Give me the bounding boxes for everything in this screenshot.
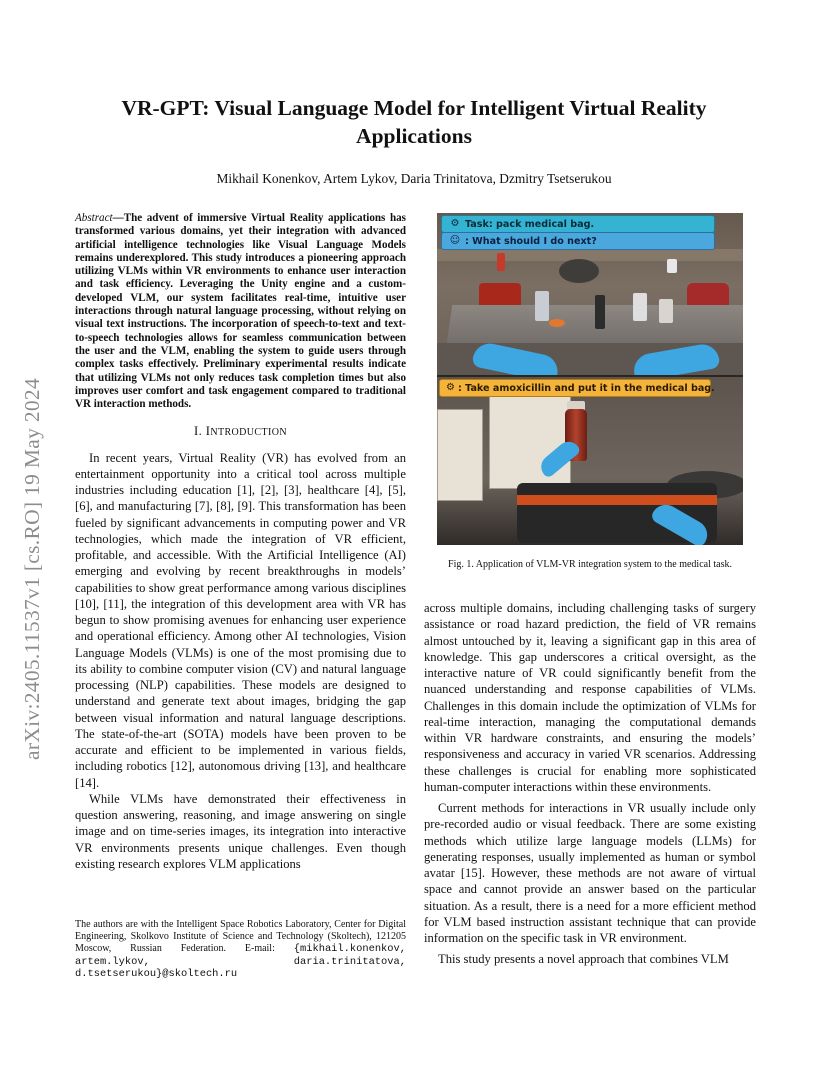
side-poster xyxy=(437,409,483,501)
answer-label: : Take amoxicillin and put it in the medical bag. xyxy=(457,382,715,394)
white-jar xyxy=(633,293,647,321)
question-bar xyxy=(441,232,715,250)
paper-title xyxy=(70,94,758,150)
robot-icon: ⚙ xyxy=(450,218,460,229)
tray-lid xyxy=(559,259,599,283)
task-label: Task: pack medical bag. xyxy=(465,218,595,230)
anatomy-poster xyxy=(489,391,571,489)
affiliation-footnote xyxy=(75,919,406,980)
section-number: I. xyxy=(194,424,206,439)
right-paragraph-1: across multiple domains, including challenging tasks of surgery assistance or road hazard prediction, the field of VR remains almost untouched by it, leaving a significant gap in this area of knowledge. This gap underscores a critical oversight, as the interactive nature of VR could significantly benefit from the nuanced understanding and response capabilities of VLMs. Challenges in this domain include the optimization of VLMs for real-time interaction, managing the computational demands within VR hardware constraints, and ensuring the models’ responsiveness and accuracy in varied VR scenarios. Addressing these challenges is crucial for enabling more sophisticated human-computer interactions within these environments. xyxy=(424,601,756,794)
white-tub xyxy=(659,299,673,323)
section-title-initial: I xyxy=(205,424,211,439)
white-bottle xyxy=(667,259,677,273)
abstract-label: Abstract xyxy=(75,212,113,224)
right-paragraph-3: This study presents a novel approach that combines VLM xyxy=(438,952,729,967)
dark-bottle xyxy=(595,295,605,329)
question-label: : What should I do next? xyxy=(465,235,597,247)
answer-bar xyxy=(439,379,715,397)
figure-caption: Fig. 1. Application of VLM-VR integration system to the medical task. xyxy=(448,559,732,570)
footnote-emails: {mikhail.konenkov, artem.lykov, daria.trinitatova, d.tsetserukou}@skoltech.ru xyxy=(75,943,407,980)
abstract xyxy=(75,212,406,411)
title-line-1: VR-GPT: Visual Language Model for Intelligent Virtual Reality xyxy=(121,96,707,120)
figure-vr-scene xyxy=(437,213,743,545)
right-paragraph-2: Current methods for interactions in VR usually include only pre-recorded audio or visual feedback. There are some existing methods which utilize large language models (LLMs) for generating responses, usually implemented as human or symbol avatar [15]. However, these methods are not aware of virtual space and cannot provide an answer based on the particular situation. As a result, there is a need for a more efficient method for VLM based instruction assistant technique that can provide information on the specific task in VR environment. xyxy=(424,801,756,945)
vr-scene-top-panel xyxy=(437,213,743,377)
section-title-rest: NTRODUCTION xyxy=(210,427,287,439)
section-heading-introduction xyxy=(75,423,406,441)
orange-dish xyxy=(549,319,565,327)
arxiv-identifier: arXiv:2405.11537v1 [cs.RO] 19 May 2024 xyxy=(20,377,44,760)
user-icon: ☺ xyxy=(449,235,461,246)
title-line-2: Applications xyxy=(356,124,472,148)
back-shelf xyxy=(437,249,743,261)
right-column xyxy=(424,600,756,968)
red-bottle xyxy=(497,253,505,271)
intro-paragraph-1: In recent years, Virtual Reality (VR) has evolved from an entertainment opportunity into a critical tool across multiple industries including education [1], [2], [3], healthcare [4], [5], [6], and manufacturing [7], [8], [9]. This transformation has been fueled by significant advancements in computing power and VR technologies, which made the integration of VR efficient, profitable, and accessible. With the Artificial Intelligence (AI) emerging and evolving by recent breakthroughs in models’ capabilities to show great performance among various disciplines [10], [11], the integration of this development area with VR has begun to show promising avenues for enhancing user experience and operational efficiency. Among other AI technologies, Vision Language Models (VLMs) is one of the most promising due to its ability to combine computer vision (CV) and natural language processing (NLP) capabilities. These models are designed to understand and generate text about images, bridging the gap between visual information and natural language descriptions. The state-of-the-art (SOTA) models have been proven to be accurate and efficient to be implemented in various fields, including robotics [12], autonomous driving [13], and healthcare [14]. xyxy=(75,450,406,790)
intro-paragraph-2: While VLMs have demonstrated their effectiveness in question answering, reasoning, and image answering on single image and on time-series images, its integration into interactive VR environments presents unique challenges. Even though existing research explores VLM applications xyxy=(75,791,406,871)
robot-icon: ⚙ xyxy=(446,382,455,393)
task-bar xyxy=(441,215,715,233)
left-column xyxy=(75,212,406,872)
medical-bag-stripe xyxy=(517,495,717,505)
abstract-dash: — xyxy=(112,212,124,224)
author-list: Mikhail Konenkov, Artem Lykov, Daria Trinitatova, Dzmitry Tsetserukou xyxy=(216,171,612,186)
glass-jar xyxy=(535,291,549,321)
footnote-text: The authors are with the Intelligent Space Robotics Laboratory, Center for Digital Engineering, Skolkovo Institute of Science and Technology (Skoltech), 121205 Moscow, Russian Federation. E-mail: xyxy=(75,919,406,955)
abstract-text: The advent of immersive Virtual Reality applications has transformed various domains, yet their integration with advanced artificial intelligence technologies like Visual Language Models remains underexplored. This study introduces a pioneering approach utilizing VLMs within VR environments to enhance user interaction and task efficiency. Leveraging the Unity engine and a custom-developed VLM, our system facilitates real-time, intuitive user interactions through natural language processing, without relying on visual text instructions. The incorporation of speech-to-text and text-to-speech technologies allows for seamless communication between the user and the VLM, enabling the system to guide users through complex tasks effectively. Preliminary experimental results indicate that utilizing VLMs not only reduces task completion times but also improves user comfort and task engagement compared to traditional VR interaction methods. xyxy=(75,212,406,411)
